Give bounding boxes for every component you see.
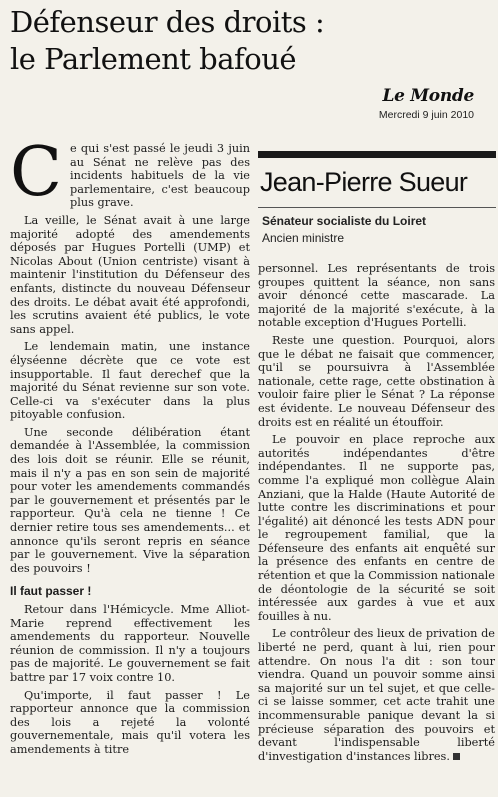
author-subtitle: Ancien ministre bbox=[262, 231, 345, 245]
paragraph: La veille, le Sénat avait à une large majorité adopté des amendements déposés par Hugues Portelli (UMP) et Nicolas About (Union centriste) visant à maintenir l'institution du Défenseur des enfants, distincte du nouveau Défenseur des droits. Le débat avait été approfondi, les scrutins avaient été publics, le vote sans appel. bbox=[10, 213, 250, 336]
paragraph-text: Le contrôleur des lieux de privation de liberté ne perd, quant à lui, rien pour attendre. On nous l'a dit : son tour viendra. Quand un pouvoir somme ainsi sa majorité sur un tel sujet, et que celle-ci se laisse sommer, cet acte trahit une incommensurable panique devant la si précieuse séparation des pouvoirs et devant l'indispensable liberté d'investigation d'instances libres. bbox=[258, 627, 495, 763]
paragraph: Retour dans l'Hémicycle. Mme Alliot-Marie reprend effectivement les amendements du rapporteur. Nouvelle réunion de commission. Il n'y a toujours pas de majorité. Le gouvernement se fait battre par 17 voix contre 10. bbox=[10, 603, 250, 684]
article-column-left bbox=[10, 133, 250, 797]
paragraph: Qu'importe, il faut passer ! Le rapporteur annonce que la commission des lois a rejeté la volonté gouvernementale, mais qu'il votera les amendements à titre bbox=[10, 688, 250, 756]
author-title: Sénateur socialiste du Loiret bbox=[262, 214, 427, 228]
paragraph: Le pouvoir en place reproche aux autorités indépendantes d'être indépendantes. Il ne supporte pas, comme l'a expliqué mon collègue Alain Anziani, que la Halde (Haute Autorité de lutte contre les discriminations et pour l'égalité) ait dénoncé les tests ADN pour le regroupement familial, que la Défenseure des enfants ait enquêté sur la présence des enfants en centre de rétention et que la Commission nationale de déontologie de la sécurité se soit intéressée aux gardes à vue et aux fouilles à nu. bbox=[258, 433, 495, 623]
author-divider bbox=[258, 207, 496, 208]
publication-date: Mercredi 9 juin 2010 bbox=[378, 109, 474, 121]
publication-logo: Le Monde bbox=[382, 86, 474, 106]
paragraph: personnel. Les représentants de trois groupes quittent la séance, non sans avoir dénoncé cette mascarade. La majorité de la majorité s'exécute, à la notable exception d'Hugues Portelli. bbox=[258, 262, 495, 330]
paragraph: Le lendemain matin, une instance élyséenne décrète que ce vote est insupportable. Il faut derechef que la majorité du Sénat revienne sur son vote. Celle-ci va s'exécuter dans la plus pitoyable confusion. bbox=[10, 340, 250, 422]
article-column-right bbox=[258, 262, 495, 797]
author-rule bbox=[258, 151, 496, 158]
paragraph: Reste une question. Pourquoi, alors que le débat ne faisait que commencer, qu'il se poursuivra à l'Assemblée nationale, cette rage, cette obstination à vouloir faire plier le Sénat ? La réponse est évidente. Le nouveau Défenseur des droits est en réalité un étouffoir. bbox=[258, 333, 495, 429]
end-of-article-icon bbox=[453, 753, 460, 760]
paragraph bbox=[10, 133, 250, 212]
paragraph-text: e qui s'est passé le jeudi 3 juin au Sénat ne relève pas des incidents habituels de la vie parlementaire, c'est beaucoup plus grave. bbox=[70, 142, 250, 210]
paragraph bbox=[258, 627, 495, 763]
section-subhead: Il faut passer ! bbox=[10, 584, 92, 599]
headline: Défenseur des droits : le Parlement bafoué bbox=[10, 5, 325, 76]
dropcap: C bbox=[10, 133, 63, 212]
author-name: Jean-Pierre Sueur bbox=[260, 167, 468, 197]
paragraph: Une seconde délibération étant demandée à l'Assemblée, la commission des lois doit se réunir. Elle se réunit, mais il n'y a pas en son sein de majorité pour voter les amendements commandés par le gouvernement et présentés par le rapporteur. Qu'à cela ne tienne ! Ce dernier retire tous ses amendements... et annonce qu'ils seront repris en séance par le gouvernement. Vive la séparation des pouvoirs ! bbox=[10, 425, 250, 575]
